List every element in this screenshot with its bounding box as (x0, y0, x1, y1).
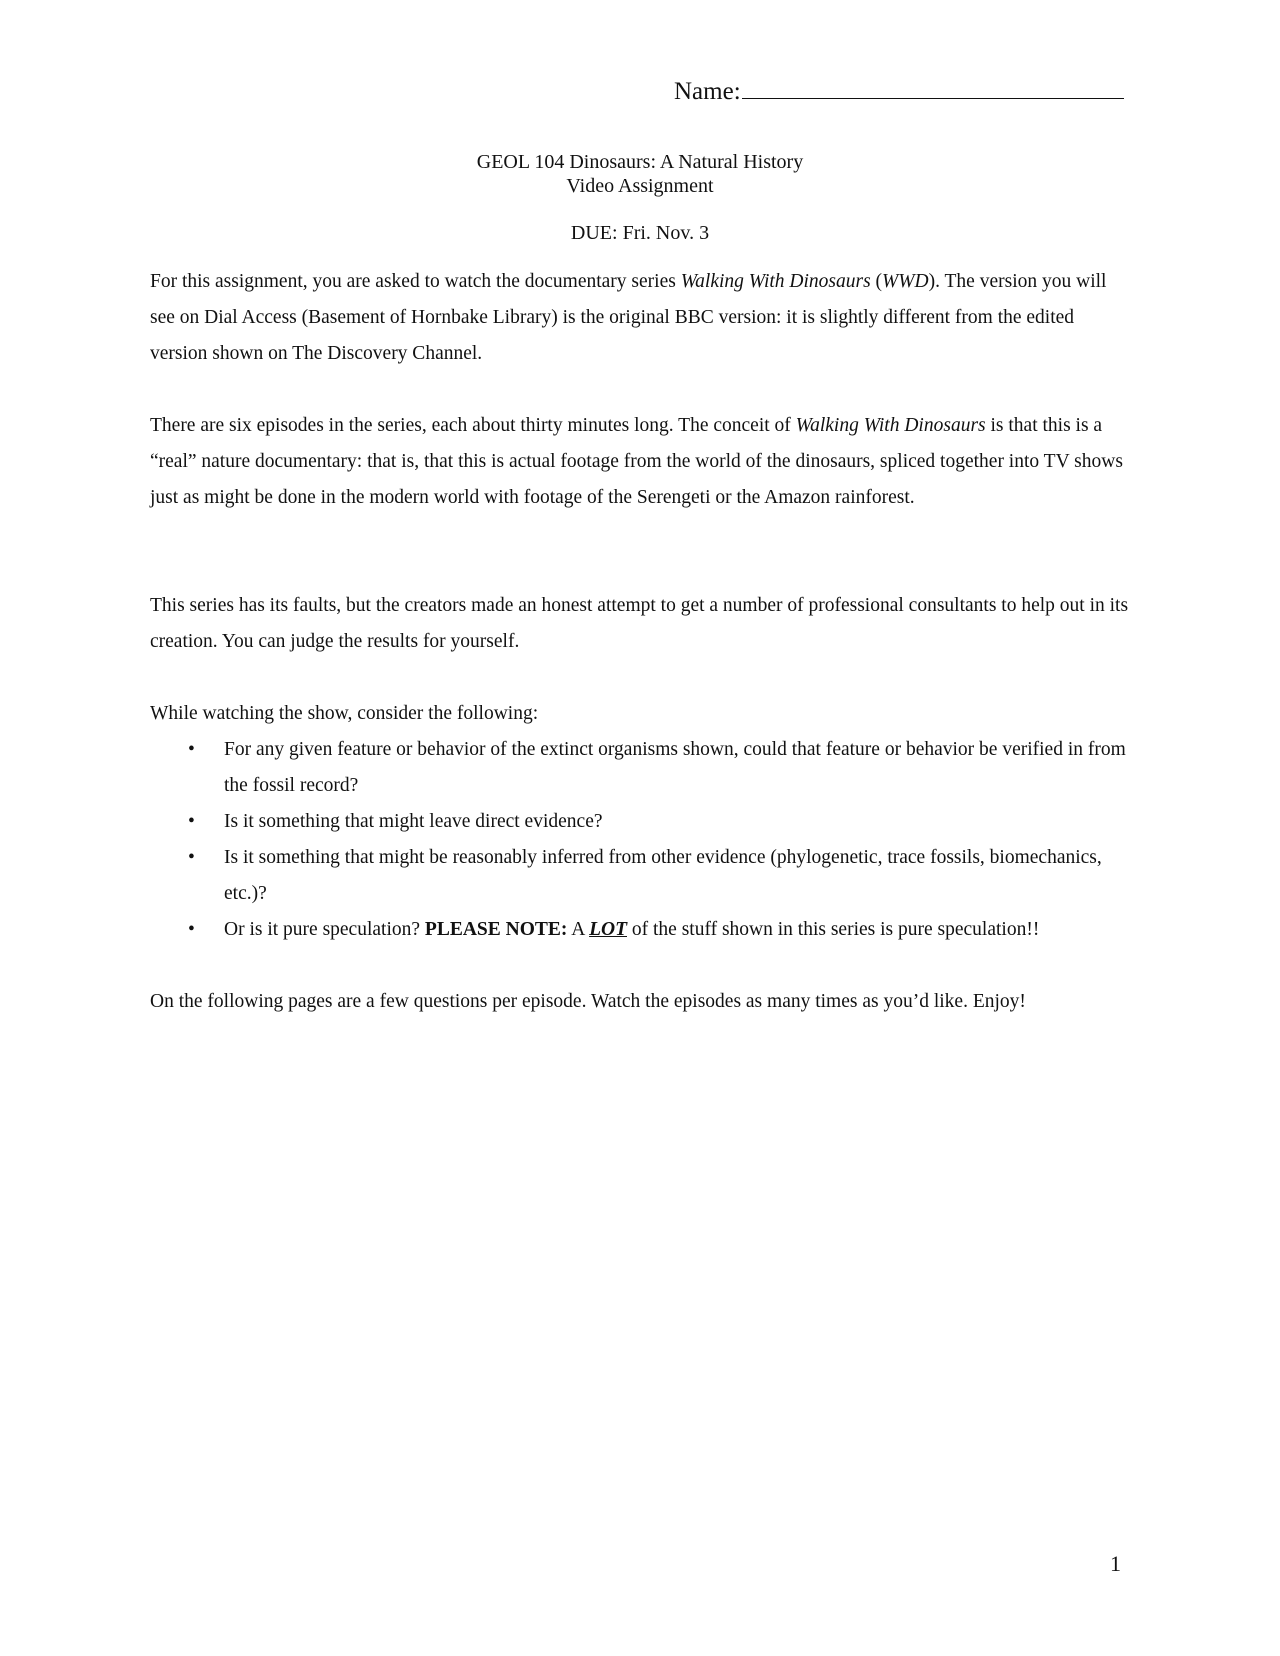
bullet-icon: • (188, 811, 195, 832)
bullet-icon: • (188, 919, 195, 940)
please-note-label: PLEASE NOTE: (424, 919, 568, 940)
episodes-text-end: is that this is a “real” nature documentary: that is, that this is actual footage from the world of the dinosaurs, spliced together into TV shows just as might be done in the modern world with footage of the Serengeti or the Amazon rainforest. (150, 415, 1123, 508)
due-date: DUE: Fri. Nov. 3 (570, 222, 710, 244)
closing-paragraph: On the following pages are a few questions per episode. Watch the episodes as many times as you’d like. Enjoy! (150, 991, 1026, 1012)
name-field[interactable] (674, 72, 1124, 109)
list-item-text: Or is it pure speculation? (224, 919, 425, 940)
assignment-subtitle: Video Assignment (566, 175, 714, 197)
lot-emphasis: LOT (589, 919, 627, 940)
list-item (150, 732, 1140, 804)
consider-paragraph: While watching the show, consider the following: (150, 703, 539, 724)
list-item (150, 804, 1140, 840)
intro-paragraph (150, 264, 1130, 372)
bullet-icon: • (188, 739, 195, 760)
consider-list (150, 732, 1140, 948)
series-title: Walking With Dinosaurs (795, 415, 986, 436)
series-abbreviation: WWD (882, 271, 929, 292)
list-item-text: For any given feature or behavior of the extinct organisms shown, could that feature or behavior be verified in from the fossil record? (224, 739, 1126, 796)
list-item-text: A (567, 919, 590, 940)
intro-text-start: For this assignment, you are asked to watch the documentary series (150, 271, 681, 292)
name-blank-line[interactable] (742, 72, 1124, 99)
faults-paragraph: This series has its faults, but the creators made an honest attempt to get a number of professional consultants to help out in its creation. You can judge the results for yourself. (150, 595, 1129, 652)
episodes-paragraph (150, 408, 1130, 516)
page-number: 1 (1110, 1551, 1121, 1576)
course-title: GEOL 104 Dinosaurs: A Natural History (476, 151, 804, 173)
series-title: Walking With Dinosaurs (680, 271, 871, 292)
episodes-text-start: There are six episodes in the series, each about thirty minutes long. The conceit of (150, 415, 796, 436)
list-item-text: of the stuff shown in this series is pure speculation!! (627, 919, 1040, 940)
intro-text-paren: ( (870, 271, 883, 292)
list-item-text: Is it something that might leave direct evidence? (224, 811, 603, 832)
list-item (150, 840, 1140, 912)
list-item (150, 912, 1140, 948)
intro-text-end: ). The version you will see on Dial Access (Basement of Hornbake Library) is the original BBC version: it is slightly different from the edited version shown on The Discovery Channel. (150, 271, 1107, 364)
list-item-text: Is it something that might be reasonably inferred from other evidence (phylogenetic, trace fossils, biomechanics, etc.)? (224, 847, 1102, 904)
bullet-icon: • (188, 847, 195, 868)
name-label: Name: (674, 78, 741, 105)
